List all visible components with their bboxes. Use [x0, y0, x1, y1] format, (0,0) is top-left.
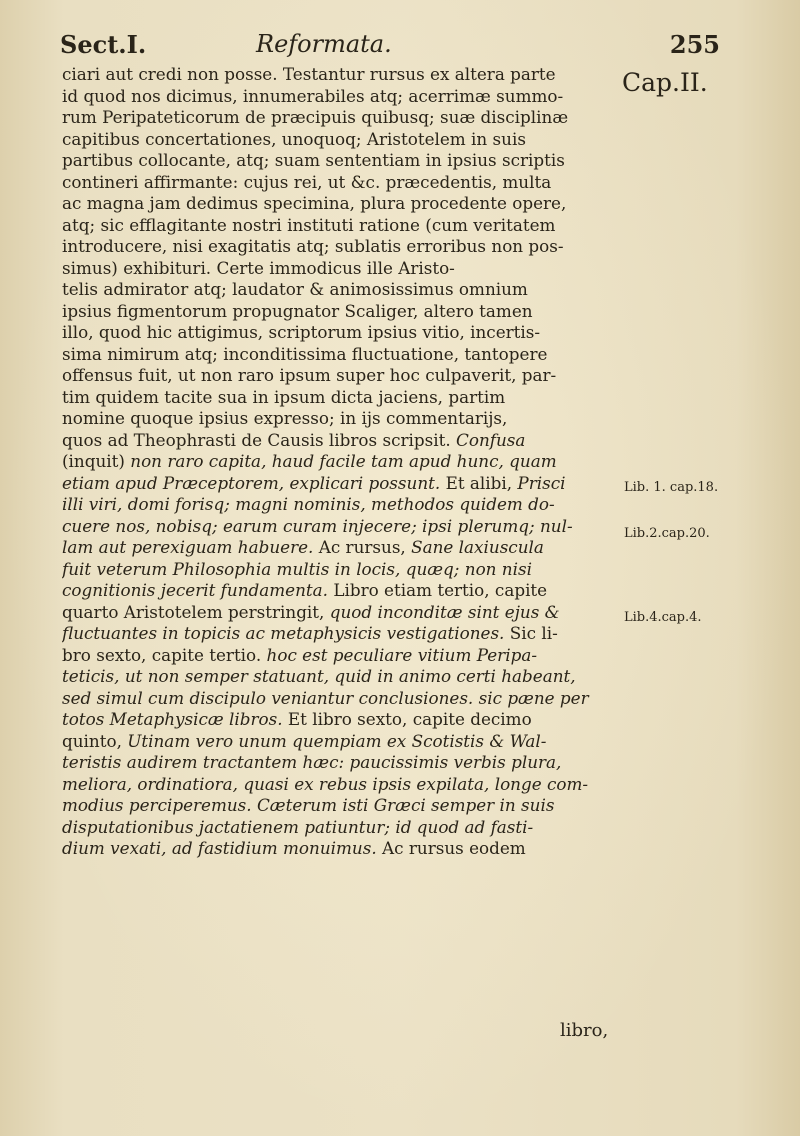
text-line: [62, 129, 622, 151]
italic-segment: quod inconditæ sint ejus &: [329, 601, 560, 622]
roman-segment: Et libro sexto, capite decimo: [282, 709, 532, 729]
roman-segment: quarto Aristotelem perstringit,: [62, 601, 330, 622]
roman-segment: quos ad Theophrasti de Causis libros scripsit.: [62, 429, 457, 450]
roman-segment: quinto,: [62, 730, 128, 751]
italic-segment: modius perciperemus. Cæterum isti Græci semper in suis: [62, 795, 555, 815]
roman-segment: introducere, nisi exagitatis atq; sublatis erroribus non pos-: [62, 236, 564, 256]
italic-segment: teristis audirem tractantem hæc: paucissimis verbis plura,: [62, 752, 562, 772]
italic-segment: lam aut perexiguam habuere.: [62, 537, 314, 557]
text-line: [62, 365, 622, 387]
italic-segment: etiam apud Præceptorem, explicari possunt.: [62, 472, 441, 493]
catchword: libro,: [560, 1020, 609, 1041]
text-line: [62, 344, 622, 366]
text-line: [62, 666, 622, 688]
text-line: [62, 107, 622, 129]
roman-segment: (inquit): [62, 451, 131, 471]
margin-note: Lib.4.cap.4.: [624, 610, 702, 625]
text-line: [62, 150, 622, 172]
text-line: [62, 408, 622, 430]
text-line: [62, 258, 622, 280]
text-line: [62, 279, 622, 301]
text-line: [62, 494, 622, 516]
text-line: [62, 731, 622, 753]
roman-segment: nomine quoque ipsius expresso; in ijs commentarijs,: [62, 408, 508, 428]
roman-segment: partibus collocante, atq; suam sententiam in ipsius scriptis: [62, 150, 565, 170]
text-line: [62, 602, 622, 624]
chapter-label: Cap.II.: [622, 68, 708, 97]
text-line: [62, 709, 622, 731]
text-line: [62, 387, 622, 409]
roman-segment: bro sexto, capite tertio.: [62, 644, 267, 665]
text-line: [62, 838, 622, 860]
text-line: [62, 86, 622, 108]
roman-segment: tim quidem tacite sua in ipsum dicta jaciens, partim: [62, 386, 506, 407]
roman-segment: atq; sic efflagitante nostri instituti ratione (cum veritatem: [62, 214, 556, 235]
italic-segment: teticis, ut non semper statuant, quid in animo certi habeant,: [62, 666, 576, 686]
roman-segment: contineri affirmante: cujus rei, ut &c. præcedentis, multa: [62, 171, 552, 192]
roman-segment: Libro etiam tertio, capite: [328, 580, 548, 600]
text-line: [62, 451, 622, 473]
roman-segment: sima nimirum atq; inconditissima fluctuatione, tantopere: [62, 343, 548, 364]
text-line: [62, 430, 622, 452]
roman-segment: simus) exhibituri. Certe immodicus ille Aristo-: [62, 257, 455, 278]
body-text: [62, 64, 622, 860]
roman-segment: ciari aut credi non posse. Testantur rursus ex altera parte: [62, 64, 556, 84]
section-label: Sect.I.: [60, 30, 147, 59]
text-line: [62, 752, 622, 774]
roman-segment: Ac rursus eodem: [376, 838, 526, 858]
text-line: [62, 795, 622, 817]
italic-segment: hoc est peculiare vitium Peripa-: [266, 644, 537, 665]
italic-segment: non raro capita, haud facile tam apud hunc, quam: [130, 451, 557, 471]
text-line: [62, 559, 622, 581]
roman-segment: ipsius figmentorum propugnator Scaliger, altero tamen: [62, 300, 533, 321]
text-line: [62, 236, 622, 258]
roman-segment: capitibus concertationes, unoquoq; Aristotelem in suis: [62, 128, 526, 149]
italic-segment: cognitionis jecerit fundamenta.: [62, 580, 328, 600]
text-line: [62, 623, 622, 645]
italic-segment: fluctuantes in topicis ac metaphysicis vestigationes.: [62, 623, 505, 643]
roman-segment: Et alibi,: [440, 472, 518, 493]
roman-segment: ac magna jam dedimus specimina, plura procedente opere,: [62, 193, 567, 213]
italic-segment: sed simul cum discipulo veniantur conclusiones. sic pæne per: [62, 687, 589, 708]
text-line: [62, 774, 622, 796]
italic-segment: illi viri, domi forisq; magni nominis, methodos quidem do-: [62, 494, 555, 514]
roman-segment: offensus fuit, ut non raro ipsum super hoc culpaverit, par-: [62, 365, 557, 385]
text-line: [62, 817, 622, 839]
italic-segment: Sane laxiuscula: [411, 537, 544, 557]
italic-segment: fuit veterum Philosophia multis in locis, quæq; non nisi: [62, 558, 532, 579]
page-header: [60, 30, 720, 64]
text-line: [62, 193, 622, 215]
roman-segment: telis admirator atq; laudator & animosissimus omnium: [62, 279, 528, 299]
roman-segment: Sic li-: [504, 623, 558, 643]
text-line: [62, 580, 622, 602]
roman-segment: id quod nos dicimus, innumerabiles atq; acerrimæ summo-: [62, 85, 564, 106]
margin-note: Lib. 1. cap.18.: [624, 480, 719, 495]
text-line: [62, 322, 622, 344]
text-line: [62, 301, 622, 323]
text-line: [62, 215, 622, 237]
text-line: [62, 64, 622, 86]
italic-segment: Prisci: [517, 472, 566, 493]
roman-segment: Ac rursus,: [313, 537, 412, 557]
italic-segment: cuere nos, nobisq; earum curam injecere; ipsi plerumq; nul-: [62, 515, 573, 536]
italic-segment: disputationibus jactatienem patiuntur; id quod ad fasti-: [62, 816, 534, 837]
text-line: [62, 537, 622, 559]
italic-segment: totos Metaphysicæ libros.: [62, 709, 283, 729]
roman-segment: rum Peripateticorum de præcipuis quibusq; suæ disciplinæ: [62, 107, 569, 127]
page-number: 255: [669, 30, 720, 59]
text-line: [62, 688, 622, 710]
margin-note: Lib.2.cap.20.: [624, 526, 710, 541]
italic-segment: Confusa: [456, 429, 526, 450]
italic-segment: dium vexati, ad fastidium monuimus.: [62, 838, 377, 858]
italic-segment: Utinam vero unum quempiam ex Scotistis & Wal-: [127, 730, 547, 751]
text-line: [62, 172, 622, 194]
roman-segment: illo, quod hic attigimus, scriptorum ipsius vitio, incertis-: [62, 322, 541, 342]
running-title: Reformata.: [256, 30, 392, 58]
text-line: [62, 516, 622, 538]
text-line: [62, 645, 622, 667]
italic-segment: meliora, ordinatiora, quasi ex rebus ipsis expilata, longe com-: [62, 773, 589, 794]
text-line: [62, 473, 622, 495]
